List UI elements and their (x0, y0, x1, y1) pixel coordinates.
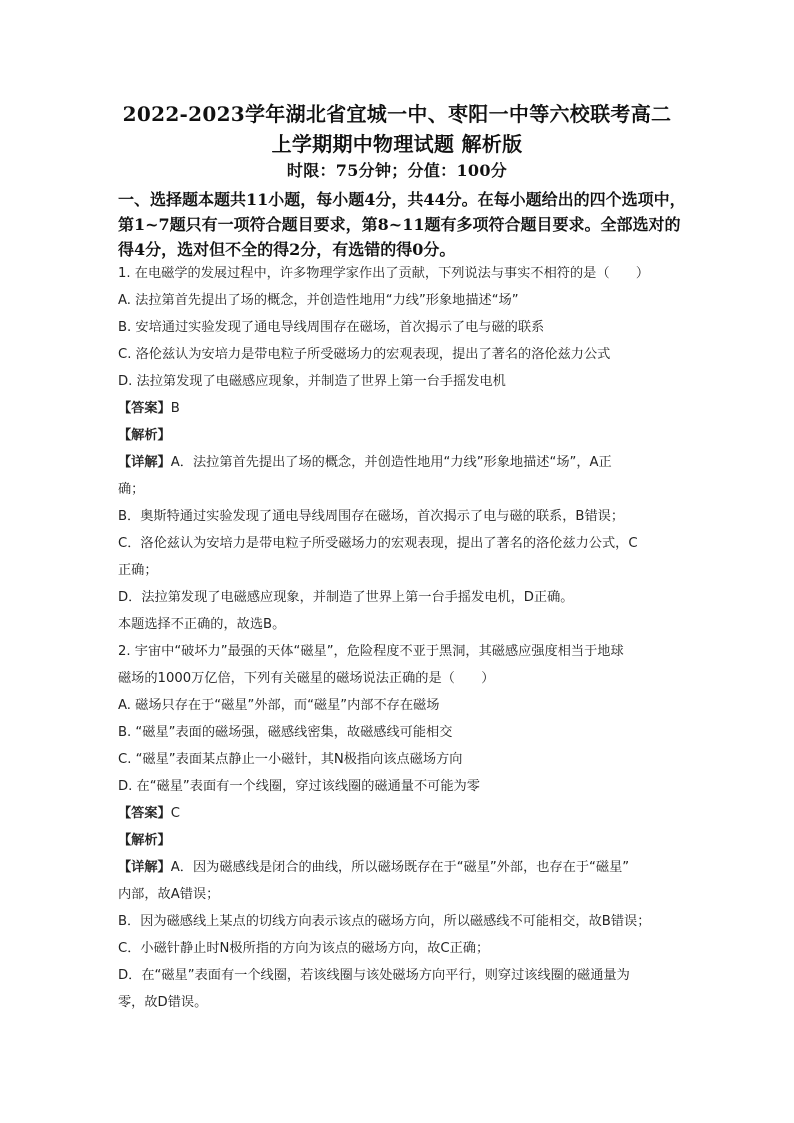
q1-detail-c-line2: 正确； (118, 563, 158, 578)
detail-tag: 【详解】 (118, 860, 171, 875)
q1-option-a: A. 法拉第首先提出了场的概念，并创造性地用“力线”形象地描述“场” (118, 293, 519, 308)
q1-option-c: C. 洛伦兹认为安培力是带电粒子所受磁场力的宏观表现，提出了著名的洛伦兹力公式 (118, 347, 611, 362)
q2-detail-b: B．因为磁感线上某点的切线方向表示该点的磁场方向，所以磁感线不可能相交，故B错误； (118, 914, 651, 929)
section-instruction-line1: 一、选择题本题共11小题，每小题4分，共44分。在每小题给出的四个选项中， (118, 190, 686, 209)
answer-tag: 【答案】 (118, 806, 171, 821)
q1-detail-a-line2: 确； (118, 482, 145, 497)
q1-answer-value: B (170, 401, 180, 416)
q1-detail-c-line1: C．洛伦兹认为安培力是带电粒子所受磁场力的宏观表现，提出了著名的洛伦兹力公式，C (118, 536, 638, 551)
q2-detail-a-text: A．因为磁感线是闭合的曲线，所以磁场既存在于“磁星”外部，也存在于“磁星” (170, 860, 630, 875)
q1-answer (118, 397, 180, 416)
q2-option-c: C. “磁星”表面某点静止一小磁针，其N极指向该点磁场方向 (118, 752, 463, 767)
q1-option-b: B. 安培通过实验发现了通电导线周围存在磁场，首次揭示了电与磁的联系 (118, 320, 545, 335)
q1-option-d: D. 法拉第发现了电磁感应现象，并制造了世界上第一台手摇发电机 (118, 374, 506, 389)
q2-option-b: B. “磁星”表面的磁场强，磁感线密集，故磁感线可能相交 (118, 725, 453, 740)
q1-analysis-tag: 【解析】 (118, 428, 171, 443)
q1-detail-b: B．奥斯特通过实验发现了通电导线周围存在磁场，首次揭示了电与磁的联系，B错误； (118, 509, 625, 524)
document-title-line2: 上学期期中物理试题 解析版 (271, 132, 523, 156)
q2-answer-value: C (170, 806, 180, 821)
answer-tag: 【答案】 (118, 401, 171, 416)
q2-answer (118, 802, 180, 821)
document-title-line1: 2022-2023学年湖北省宜城一中、枣阳一中等六校联考高二 (122, 102, 672, 126)
q2-stem-line2: 磁场的1000万亿倍，下列有关磁星的磁场说法正确的是（ ） (118, 671, 495, 686)
q2-stem-line1: 2. 宇宙中“破坏力”最强的天体“磁星”，危险程度不亚于黑洞，其磁感应强度相当于地球 (118, 644, 624, 659)
q1-conclusion: 本题选择不正确的，故选B。 (118, 617, 286, 632)
q2-detail-a-line1 (118, 856, 629, 875)
q2-option-a: A. 磁场只存在于“磁星”外部，而“磁星”内部不存在磁场 (118, 698, 440, 713)
q1-detail-a-line1 (118, 451, 612, 470)
q2-detail-a-line2: 内部，故A错误； (118, 887, 220, 902)
section-instruction-line3: 得4分，选对但不全的得2分，有选错的得0分。 (118, 240, 456, 259)
q2-detail-c: C．小磁针静止时N极所指的方向为该点的磁场方向，故C正确； (118, 941, 490, 956)
q1-detail-d: D．法拉第发现了电磁感应现象，并制造了世界上第一台手摇发电机，D正确。 (118, 590, 574, 605)
q2-analysis-tag: 【解析】 (118, 833, 171, 848)
q2-detail-d-line2: 零，故D错误。 (118, 995, 208, 1010)
q1-stem: 1. 在电磁学的发展过程中，许多物理学家作出了贡献，下列说法与事实不相符的是（ ） (118, 266, 650, 281)
detail-tag: 【详解】 (118, 455, 171, 470)
q2-option-d: D. 在“磁星”表面有一个线圈，穿过该线圈的磁通量不可能为零 (118, 779, 480, 794)
q1-detail-a-text: A．法拉第首先提出了场的概念，并创造性地用“力线”形象地描述“场”，A正 (170, 455, 612, 470)
document-subtitle: 时限：75分钟；分值：100分 (286, 161, 508, 180)
q2-detail-d-line1: D．在“磁星”表面有一个线圈，若该线圈与该处磁场方向平行，则穿过该线圈的磁通量为 (118, 968, 630, 983)
section-instruction-line2: 第1~7题只有一项符合题目要求，第8~11题有多项符合题目要求。全部选对的 (118, 215, 681, 234)
